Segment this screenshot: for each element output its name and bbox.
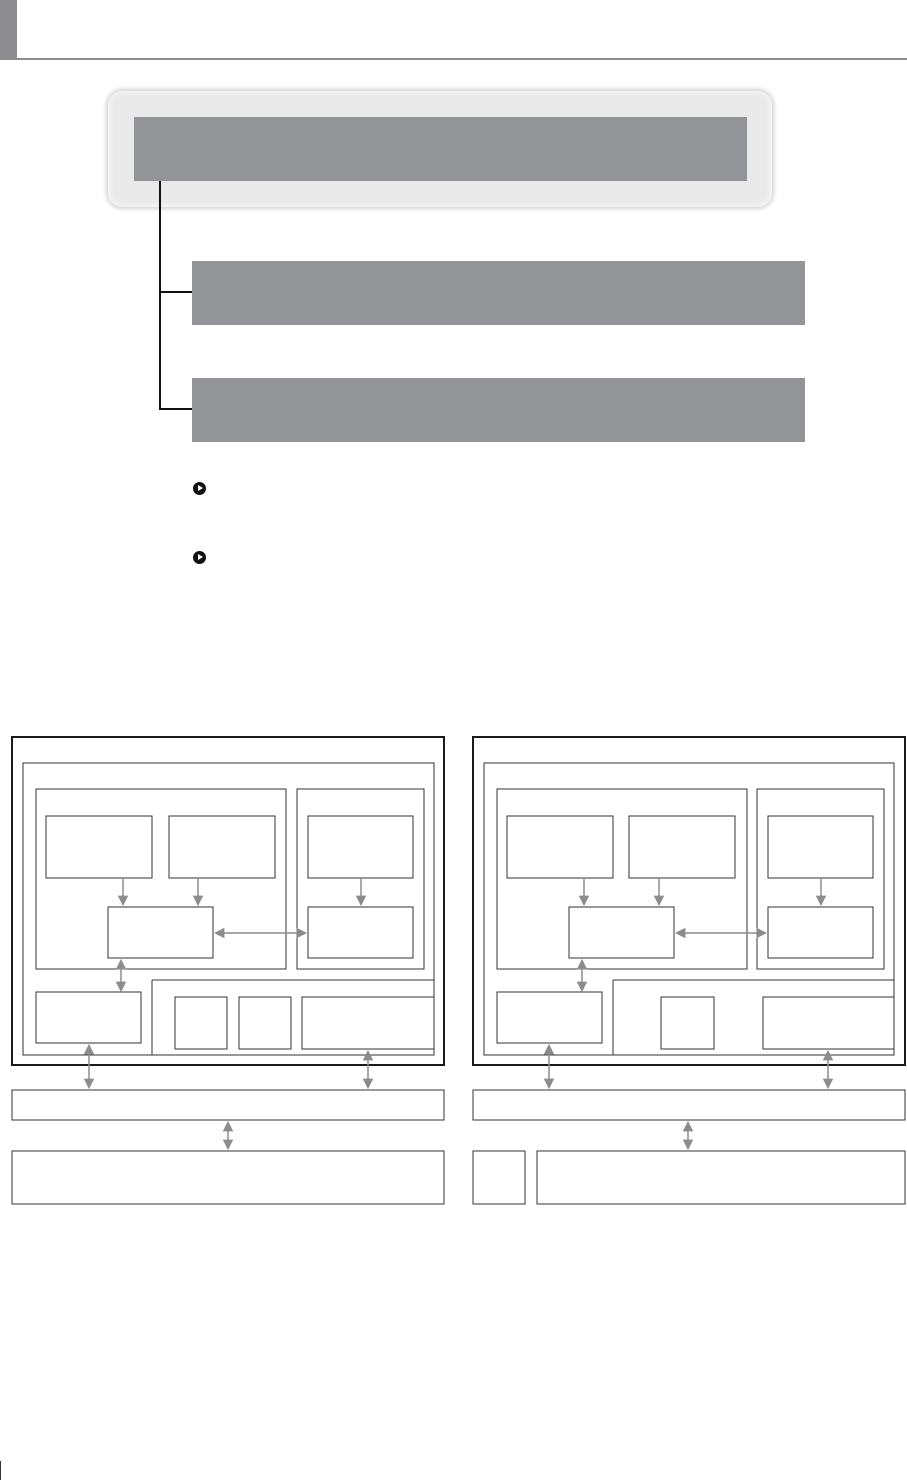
child-label-2 [192,378,805,418]
left-io-block [302,997,434,1049]
left-module-1 [46,816,152,878]
right-interface-block [497,992,602,1043]
right-module-2 [629,816,735,878]
right-bus [473,1090,905,1120]
left-diagram [12,737,444,1204]
left-small-block-1 [175,997,227,1049]
child-label-1 [192,261,805,301]
right-aux-device [473,1151,525,1204]
right-module-1 [507,816,613,878]
architecture-diagrams [0,725,907,1215]
right-diagram [473,737,905,1204]
left-small-block-2 [239,997,291,1049]
left-external-device [12,1151,444,1204]
right-io-block [763,997,894,1049]
left-controller [108,907,213,958]
right-controller [569,907,674,958]
arrow-bullet-icon [193,482,206,495]
left-module-3 [308,816,413,878]
left-module-4 [308,907,413,958]
child-bar-1 [192,261,805,325]
right-module-3 [768,816,873,878]
connector-child-2 [160,181,192,409]
arrow-bullet-icon [193,551,206,564]
child-bar-2 [192,378,805,442]
page-edge-marker [0,1461,1,1480]
left-bus [12,1090,444,1120]
right-module-4 [768,907,873,958]
right-external-device [537,1151,905,1204]
right-small-block [661,997,714,1049]
left-interface-block [36,992,141,1043]
left-module-2 [169,816,275,878]
